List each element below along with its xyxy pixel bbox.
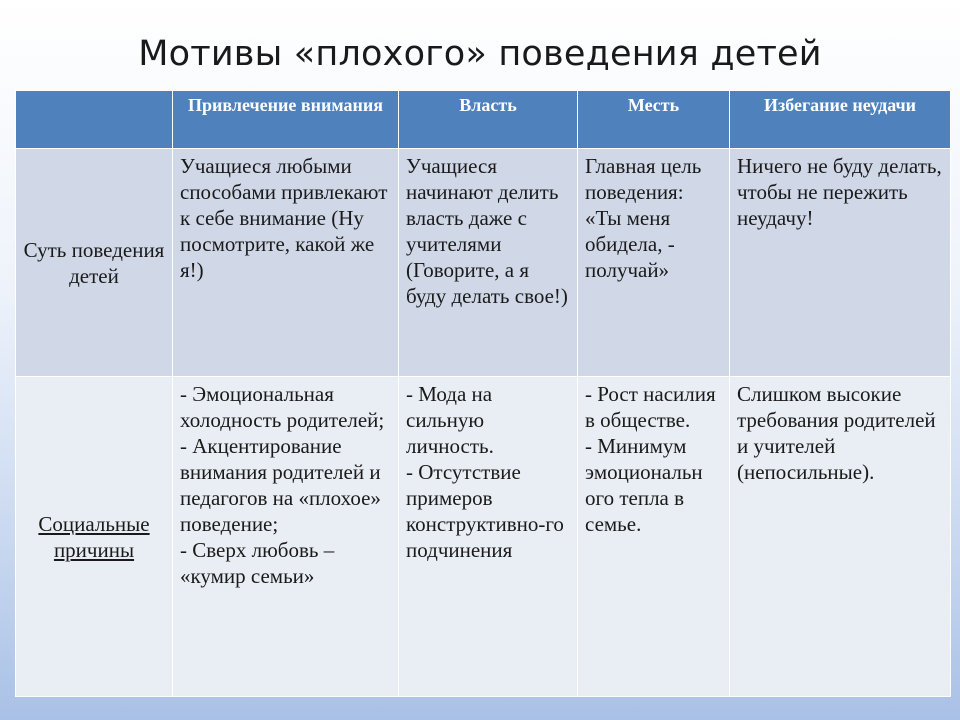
cause-item: Слишком высокие требования родителей и учителей (непосильные). [737,382,936,484]
cell-causes-avoidance [730,377,951,697]
cause-item: - Рост насилия в обществе. [585,382,716,432]
row-label-social-causes [16,377,173,697]
table-header-row [16,91,951,149]
row-label-essence: Суть поведения детей [16,149,173,377]
cell-essence-power: Учащиеся начинают делить власть даже с учителями (Говорите, а я буду делать свое!) [399,149,578,377]
header-empty [16,91,173,149]
header-revenge: Месть [578,91,730,149]
header-power: Власть [399,91,578,149]
cell-causes-revenge [578,377,730,697]
cause-item: - Сверх любовь – «кумир семьи» [180,538,335,588]
row-label-text: Социальные причины [38,511,150,562]
cause-item: - Эмоциональная холодность родителей; [180,382,385,432]
header-avoidance: Избегание неудачи [730,91,951,149]
cell-essence-attention: Учащиеся любыми способами привлекают к себе внимание (Ну посмотрите, какой же я!) [173,149,399,377]
cell-causes-power [399,377,578,697]
slide-title: Мотивы «плохого» поведения детей [138,34,822,74]
cause-item: - Мода на сильную личность. [406,382,494,458]
cause-item: - Отсутствие примеров конструктивно-го подчинения [406,460,564,562]
header-attention: Привлечение внимания [173,91,399,149]
table-row [16,149,951,377]
cell-essence-avoidance: Ничего не буду делать, чтобы не пережить неудачу! [730,149,951,377]
cell-essence-revenge: Главная цель поведения: «Ты меня обидела, - получай» [578,149,730,377]
table-row [16,377,951,697]
cause-item: - Акцентирование внимания родителей и педагогов на «плохое» поведение; [180,434,381,536]
cause-item: - Минимум эмоциональн ого тепла в семье. [585,434,703,536]
cell-causes-attention [173,377,399,697]
motives-table [15,90,951,697]
